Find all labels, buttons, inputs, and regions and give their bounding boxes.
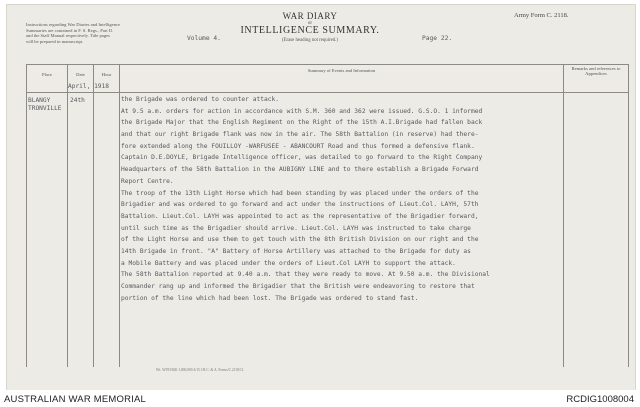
form-title: WAR DIARY	[282, 11, 338, 21]
summary-line: a Mobile Battery and was placed under the orders of Lieut.Col LAYH to support the attack.	[121, 259, 456, 267]
instructions-line: and the Staff Manual respectively. Title pages	[26, 33, 110, 39]
column-header-place: Place	[42, 72, 52, 77]
column-header-summary: Summary of Events and Information	[307, 68, 376, 73]
table-header-rule	[26, 92, 629, 93]
column-header-remarks: Remarks and references to Appendices	[571, 66, 621, 77]
hour-column-rule	[119, 64, 120, 367]
column-header-hour: Hour	[101, 72, 112, 77]
place-column-rule	[67, 64, 68, 367]
page-number: Page 22.	[422, 35, 453, 42]
summary-line: Report Centre.	[121, 177, 174, 185]
summary-line: until such time as the Brigadier should arrive. Lieut.Col. LAYH was instructed to take charge	[121, 224, 471, 232]
printer-line: Wt. W593/826 1,000,000 4/15 J.B.C. & A. Forms/C.2118/11.	[156, 368, 245, 372]
army-form-number: Army Form C. 2118.	[514, 12, 569, 19]
form-subtitle: INTELLIGENCE SUMMARY.	[240, 25, 380, 36]
entry-place-line: BLANGY	[28, 97, 51, 104]
instructions-line: Instructions regarding War Diaries and Intelligence	[26, 22, 121, 27]
instructions-text	[26, 22, 120, 44]
summary-line: fore extended along the FOUILLOY -WARFUSEE - ABANCOURT Road and thus formed a defensive flank.	[121, 142, 475, 150]
entry-place-line: TRONVILLE	[28, 105, 62, 112]
summary-line: The troop of the 13th Light Horse which had been standing by was placed under the orders of the	[121, 189, 479, 197]
summary-line: Battalion. Lieut.Col. LAYH was appointed to act as the representative of the Brigadier forward,	[121, 212, 479, 220]
column-header-date: Date	[76, 72, 85, 77]
instructions-line: will be prepared in manuscript.	[26, 38, 84, 44]
archive-footer	[0, 390, 640, 407]
date-header-month: April, 1918	[68, 83, 109, 90]
summary-line: and that our right Brigade flank was now in the air. The 58th Battalion (in reserve) had there-	[121, 131, 479, 139]
archive-name: AUSTRALIAN WAR MEMORIAL	[4, 394, 147, 405]
summary-line: of the Light Horse and use them to get touch with the 8th British Division on our right and the	[121, 236, 479, 244]
archive-reference: RCDIG1008004	[566, 394, 634, 405]
date-column-rule	[93, 64, 94, 367]
summary-line: The 58th Battalion reported at 9.40 a.m. that they were ready to move. At 9.50 a.m. the Divisional	[121, 271, 490, 279]
summary-line: At 9.5 a.m. orders for action in accordance with S.M. 360 and 362 were issued. G.S.O. 1 informed	[121, 107, 483, 115]
erase-note: (Erase heading not required.)	[282, 38, 338, 43]
summary-text	[121, 94, 627, 304]
entry-place	[28, 97, 62, 113]
table-right-rule	[628, 64, 629, 367]
entry-date: 24th	[70, 97, 85, 104]
form-title-or: or	[307, 21, 313, 26]
summary-line: Captain D.E.DOYLE, Brigade Intelligence officer, was detailed to go forward to the Right Company	[121, 154, 483, 162]
summary-line: Headquarters of the 58th Battalion in the AUBIGNY LINE and to there establish a Brigade Forward	[121, 166, 479, 174]
volume-number: Volume 4.	[187, 35, 221, 42]
table-left-rule	[26, 64, 27, 367]
summary-line: the Brigade Major that the English Regiment on the Right of the 15th A.I.Brigade had fallen back	[121, 119, 483, 127]
summary-line: the Brigade was ordered to counter attack.	[121, 96, 280, 103]
instructions-line: Summaries are contained in F. S. Regs., Part II.	[26, 27, 114, 33]
table-top-rule	[26, 64, 629, 65]
summary-line: Brigadier and was ordered to go forward and act under the instructions of Lieut.Col. LAYH, 57th	[121, 201, 479, 209]
summary-line: portion of the line which had been lost. The Brigade was ordered to stand fast.	[121, 294, 419, 302]
summary-line: Commander rang up and informed the Brigadier that the British were endeavoring to restore that	[121, 283, 475, 290]
summary-line: 14th Brigade in front. "A" Battery of Horse Artillery was attached to the Brigade for duty as	[121, 247, 471, 255]
